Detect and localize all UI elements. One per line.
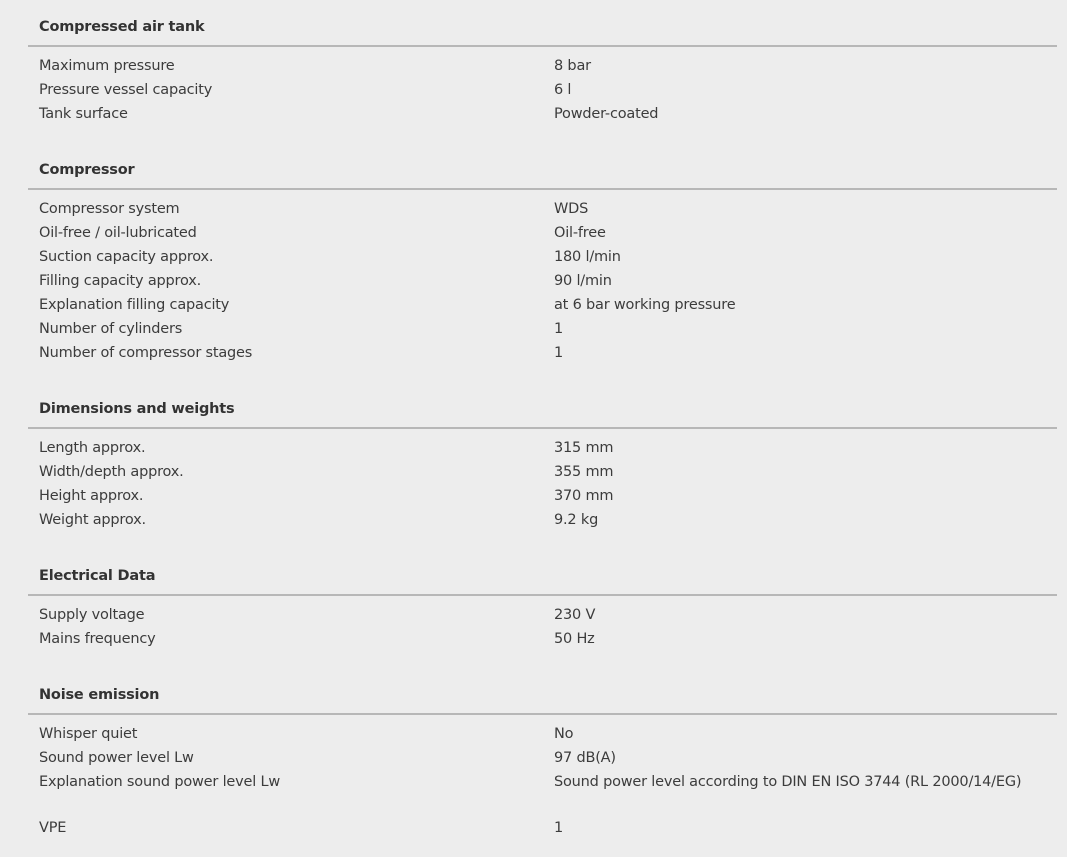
spec-rows: [28, 429, 1057, 549]
spec-row: [28, 484, 1057, 508]
spec-label: Sound power level Lw: [39, 750, 194, 766]
spec-label: VPE: [39, 820, 67, 836]
section-title: Noise emission: [39, 687, 160, 703]
spec-value: No: [554, 726, 574, 742]
spec-value: Oil-free: [554, 225, 606, 241]
spec-value: 1: [554, 345, 564, 361]
section-header: [28, 668, 1057, 715]
spec-value: 1: [554, 820, 564, 836]
spec-value: 9.2 kg: [554, 512, 599, 528]
section-header: [28, 143, 1057, 190]
section-title: Compressor: [39, 162, 135, 178]
section-dimensions-and-weights: [28, 382, 1057, 549]
spec-row: [28, 603, 1057, 627]
spec-row: [28, 102, 1057, 126]
spec-label: Filling capacity approx.: [39, 273, 201, 289]
spec-row: [28, 221, 1057, 245]
spec-row: [28, 54, 1057, 78]
spec-label: Weight approx.: [39, 512, 146, 528]
section-title: Dimensions and weights: [39, 401, 235, 417]
spec-label: Pressure vessel capacity: [39, 82, 213, 98]
spec-value: 8 bar: [554, 58, 591, 74]
spec-label: Suction capacity approx.: [39, 249, 214, 265]
spec-value: 1: [554, 321, 564, 337]
section-noise-emission: [28, 668, 1057, 857]
spec-label: Compressor system: [39, 201, 180, 217]
spec-value: 180 l/min: [554, 249, 621, 265]
spec-row: [28, 341, 1057, 365]
spec-rows: [28, 715, 1057, 857]
spec-value: 97 dB(A): [554, 750, 616, 766]
spec-row: [28, 627, 1057, 651]
spec-label: Maximum pressure: [39, 58, 175, 74]
spec-row: [28, 436, 1057, 460]
spec-label: Explanation sound power level Lw: [39, 774, 280, 790]
spec-rows: [28, 596, 1057, 668]
section-compressor: [28, 143, 1057, 382]
spec-value: 6 l: [554, 82, 572, 98]
spec-label: Number of cylinders: [39, 321, 183, 337]
spec-value: 230 V: [554, 607, 596, 623]
spec-row: [28, 460, 1057, 484]
spec-row: [28, 293, 1057, 317]
section-title: Electrical Data: [39, 568, 156, 584]
spec-row: [28, 197, 1057, 221]
spec-row: [28, 245, 1057, 269]
spec-value: 50 Hz: [554, 631, 595, 647]
spec-rows: [28, 190, 1057, 382]
spec-row: [28, 317, 1057, 341]
section-compressed-air-tank: [28, 0, 1057, 143]
spec-row: [28, 78, 1057, 102]
spec-row-vpe: [28, 816, 1057, 840]
spec-label: Explanation filling capacity: [39, 297, 230, 313]
spec-label: Tank surface: [39, 106, 128, 122]
spec-row: [28, 770, 1057, 794]
section-electrical-data: [28, 549, 1057, 668]
section-header: [28, 549, 1057, 596]
spec-label: Whisper quiet: [39, 726, 138, 742]
spec-value: 355 mm: [554, 464, 614, 480]
spec-rows: [28, 47, 1057, 143]
spec-label: Number of compressor stages: [39, 345, 253, 361]
spec-value: Sound power level according to DIN EN ISO 3744 (RL 2000/14/EG): [554, 774, 1022, 790]
spec-row: [28, 508, 1057, 532]
section-title: Compressed air tank: [39, 19, 205, 35]
spec-value: WDS: [554, 201, 589, 217]
spec-label: Mains frequency: [39, 631, 156, 647]
spec-label: Height approx.: [39, 488, 144, 504]
spec-value: 370 mm: [554, 488, 614, 504]
spec-row: [28, 269, 1057, 293]
spec-value: 315 mm: [554, 440, 614, 456]
spec-value: 90 l/min: [554, 273, 612, 289]
spec-label: Oil-free / oil-lubricated: [39, 225, 197, 241]
spec-row: [28, 746, 1057, 770]
spec-value: at 6 bar working pressure: [554, 297, 736, 313]
section-header: [28, 0, 1057, 47]
section-header: [28, 382, 1057, 429]
spec-row: [28, 722, 1057, 746]
spec-value: Powder-coated: [554, 106, 659, 122]
specifications-table: [28, 0, 1057, 857]
spec-label: Width/depth approx.: [39, 464, 184, 480]
spec-label: Length approx.: [39, 440, 146, 456]
spec-label: Supply voltage: [39, 607, 145, 623]
